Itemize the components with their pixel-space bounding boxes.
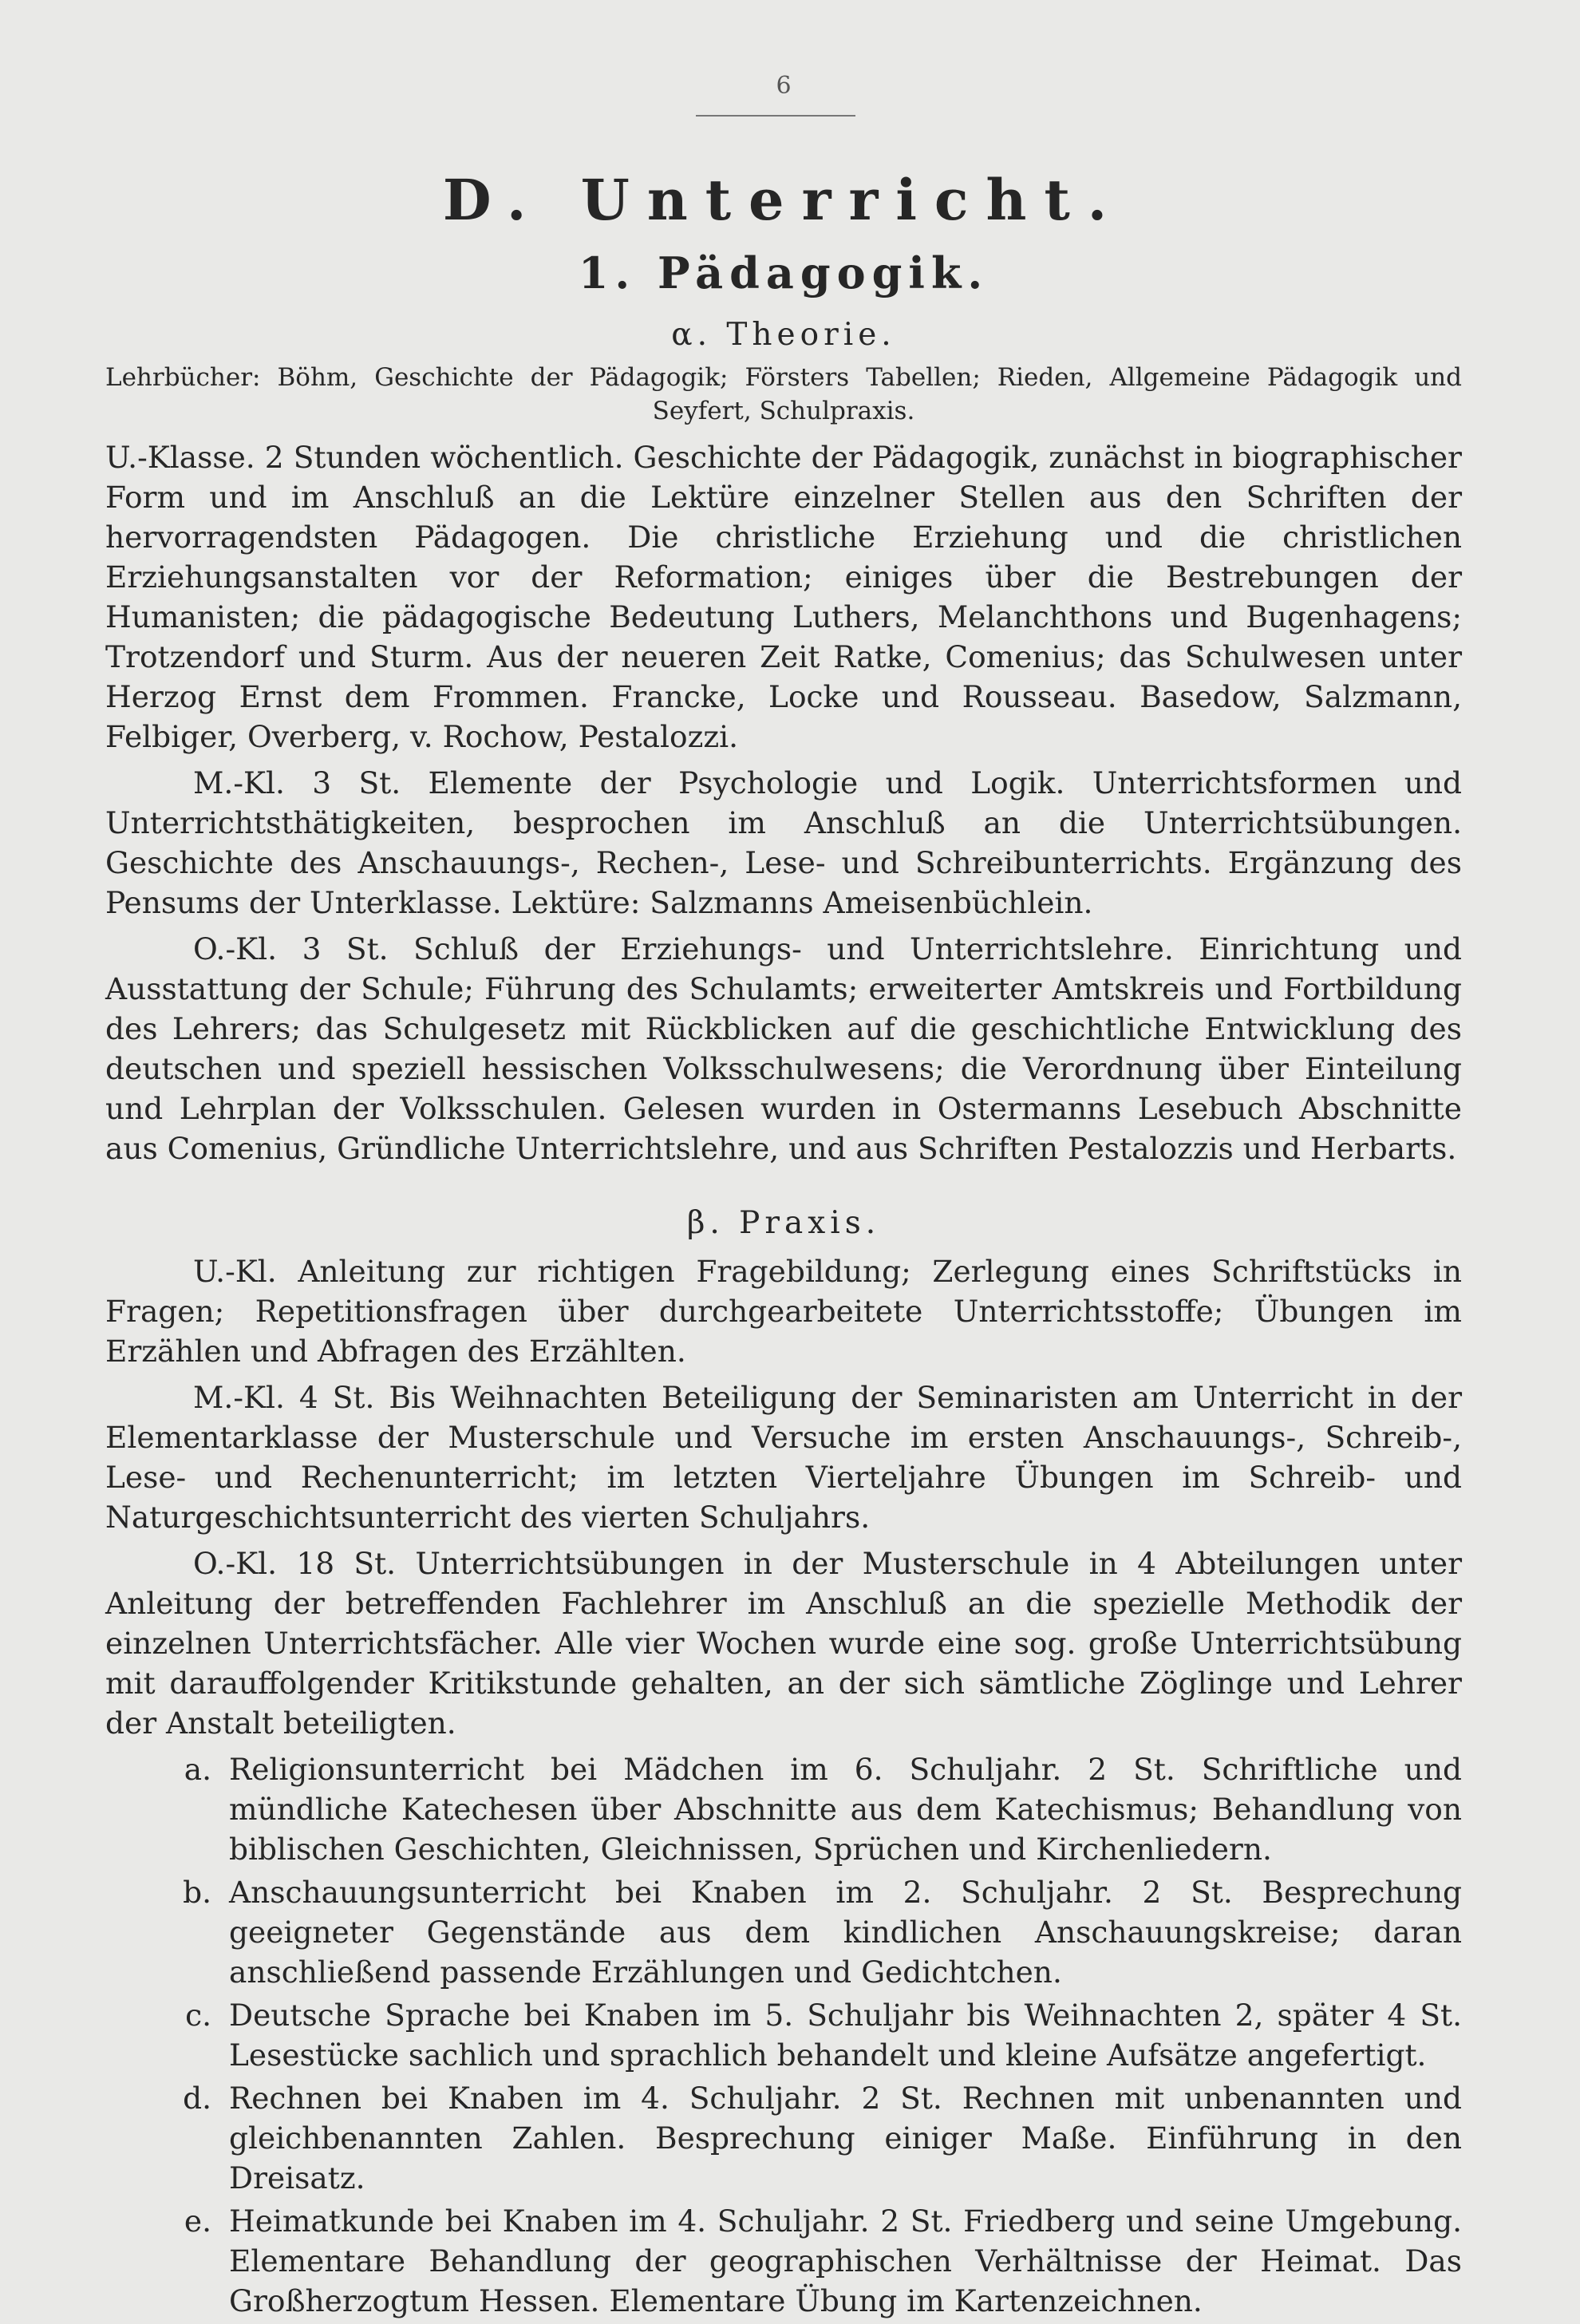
- paragraph-text: 4 St. Bis Weihnachten Beteiligung der Seminaristen am Unterricht in der Elementarklasse der Musterschule und Versuche im ersten Anschauungs-, Schreib-, Lese- und Rechenunterricht; im letzten Vierteljahre Übungen im Schreib- und Naturgeschichtsunterricht des vierten Schuljahrs.: [105, 1380, 1463, 1535]
- list-item-letter: b.: [183, 1875, 211, 1910]
- practice-unterklasse-paragraph: [105, 1251, 1462, 1371]
- class-label: O.-Kl.: [193, 931, 278, 966]
- paragraph-text: 2 Stunden wöchentlich. Geschichte der Pädagogik, zunächst in biographischer Form und im Anschluß an die Lektüre einzelner Stellen aus den Schriften der hervorragendsten Pädagogen. Die christliche Erziehung und die christlichen Erziehungsanstalten vor der Reformation; einiges über die Bestrebungen der Humanisten; die pädagogische Bedeutung Luthers, Melanchthons und Bugenhagens; Trotzendorf und Sturm. Aus der neueren Zeit Ratke, Comenius; das Schulwesen unter Herzog Ernst dem Frommen. Francke, Locke und Rousseau. Basedow, Salzmann, Felbiger, Overberg, v. Rochow, Pestalozzi.: [105, 440, 1462, 754]
- list-item: [105, 2201, 1462, 2321]
- class-label: M.-Kl.: [193, 765, 285, 800]
- class-label: U.-Klasse.: [105, 440, 255, 475]
- lesson-list: [105, 1749, 1462, 2321]
- list-item-letter: c.: [185, 1998, 211, 2033]
- list-item: [105, 1872, 1462, 1992]
- list-item-text: Heimatkunde bei Knaben im 4. Schuljahr. 2 St. Friedberg und seine Umgebung. Elementare Behandlung der geographischen Verhältnisse der Heimat. Das Großherzogtum Hessen. Elementare Übung im Kartenzeichnen.: [229, 2203, 1462, 2318]
- list-item-text: Rechnen bei Knaben im 4. Schuljahr. 2 St. Rechnen mit unbenannten und gleichbenannten Zahlen. Besprechung einiger Maße. Einführung in den Dreisatz.: [229, 2081, 1462, 2196]
- practice-oberklasse-paragraph: [105, 1543, 1462, 1743]
- theory-subheading: α. Theorie.: [671, 317, 896, 353]
- theory-oberklasse-paragraph: [105, 929, 1462, 1168]
- document-page: [105, 72, 1462, 2324]
- list-item-text: Religionsunterricht bei Mädchen im 6. Schuljahr. 2 St. Schriftliche und mündliche Katechesen über Abschnitte aus dem Katechismus; Behandlung von biblischen Geschichten, Gleichnissen, Sprüchen und Kirchenliedern.: [229, 1752, 1462, 1867]
- class-label: M.-Kl.: [193, 1380, 285, 1415]
- list-item-text: Deutsche Sprache bei Knaben im 5. Schuljahr bis Weihnachten 2, später 4 St. Lesestücke sachlich und sprachlich behandelt und kleine Aufsätze angefertigt.: [229, 1998, 1462, 2073]
- textbooks-note: Lehrbücher: Böhm, Geschichte der Pädagogik; Försters Tabellen; Rieden, Allgemeine Pädagogik und Seyfert, Schulpraxis.: [105, 363, 1462, 425]
- theory-mittelklasse-paragraph: [105, 763, 1462, 923]
- list-item: [105, 1995, 1462, 2075]
- paragraph-text: 3 St. Schluß der Erziehungs- und Unterrichtslehre. Einrichtung und Ausstattung der Schule; Führung des Schulamts; erweiterter Amtskreis und Fortbildung des Lehrers; das Schulgesetz mit Rückblicken auf die geschichtliche Entwicklung des deutschen und speziell hessischen Volksschulwesens; die Verordnung über Einteilung und Lehrplan der Volksschulen. Gelesen wurden in Ostermanns Lesebuch Abschnitte aus Comenius, Gründliche Unterrichtslehre, und aus Schriften Pestalozzis und Herbarts.: [105, 931, 1462, 1166]
- class-label: O.-Kl.: [193, 1546, 278, 1581]
- paragraph-text: 3 St. Elemente der Psychologie und Logik. Unterrichtsformen und Unterrichtsthätigkeiten, besprochen im Anschluß an die Unterrichtsübungen. Geschichte des Anschauungs-, Rechen-, Lese- und Schreibunterrichts. Ergänzung des Pensums der Unterklasse. Lektüre: Salzmanns Ameisenbüchlein.: [105, 765, 1463, 920]
- header-rule: [696, 115, 855, 117]
- class-label: U.-Kl.: [193, 1254, 277, 1289]
- practice-subheading: β. Praxis.: [686, 1205, 881, 1241]
- paragraph-text: Anleitung zur richtigen Fragebildung; Zerlegung eines Schriftstücks in Fragen; Repetitionsfragen über durchgearbeitete Unterrichtsstoffe; Übungen im Erzählen und Abfragen des Erzählten.: [105, 1254, 1463, 1369]
- list-item: [105, 1749, 1462, 1869]
- list-item-letter: d.: [183, 2081, 211, 2116]
- page-number: 6: [776, 72, 792, 100]
- page-header: [105, 72, 1462, 120]
- list-item: [105, 2078, 1462, 2198]
- theory-unterklasse-paragraph: [105, 437, 1462, 757]
- section-heading: 1. Pädagogik.: [578, 247, 989, 298]
- list-item-letter: e.: [184, 2203, 211, 2239]
- list-item-letter: a.: [184, 1752, 211, 1787]
- paragraph-text: 18 St. Unterrichtsübungen in der Musterschule in 4 Abteilungen unter Anleitung der betreffenden Fachlehrer im Anschluß an die spezielle Methodik der einzelnen Unterrichtsfächer. Alle vier Wochen wurde eine sog. große Unterrichtsübung mit darauffolgender Kritikstunde gehalten, an der sich sämtliche Zöglinge und Lehrer der Anstalt beteiligten.: [105, 1546, 1462, 1741]
- practice-mittelklasse-paragraph: [105, 1377, 1462, 1537]
- list-item-text: Anschauungsunterricht bei Knaben im 2. Schuljahr. 2 St. Besprechung geeigneter Gegenstände aus dem kindlichen Anschauungskreise; daran anschließend passende Erzählungen und Gedichtchen.: [229, 1875, 1462, 1990]
- main-heading: D. Unterricht.: [442, 167, 1125, 233]
